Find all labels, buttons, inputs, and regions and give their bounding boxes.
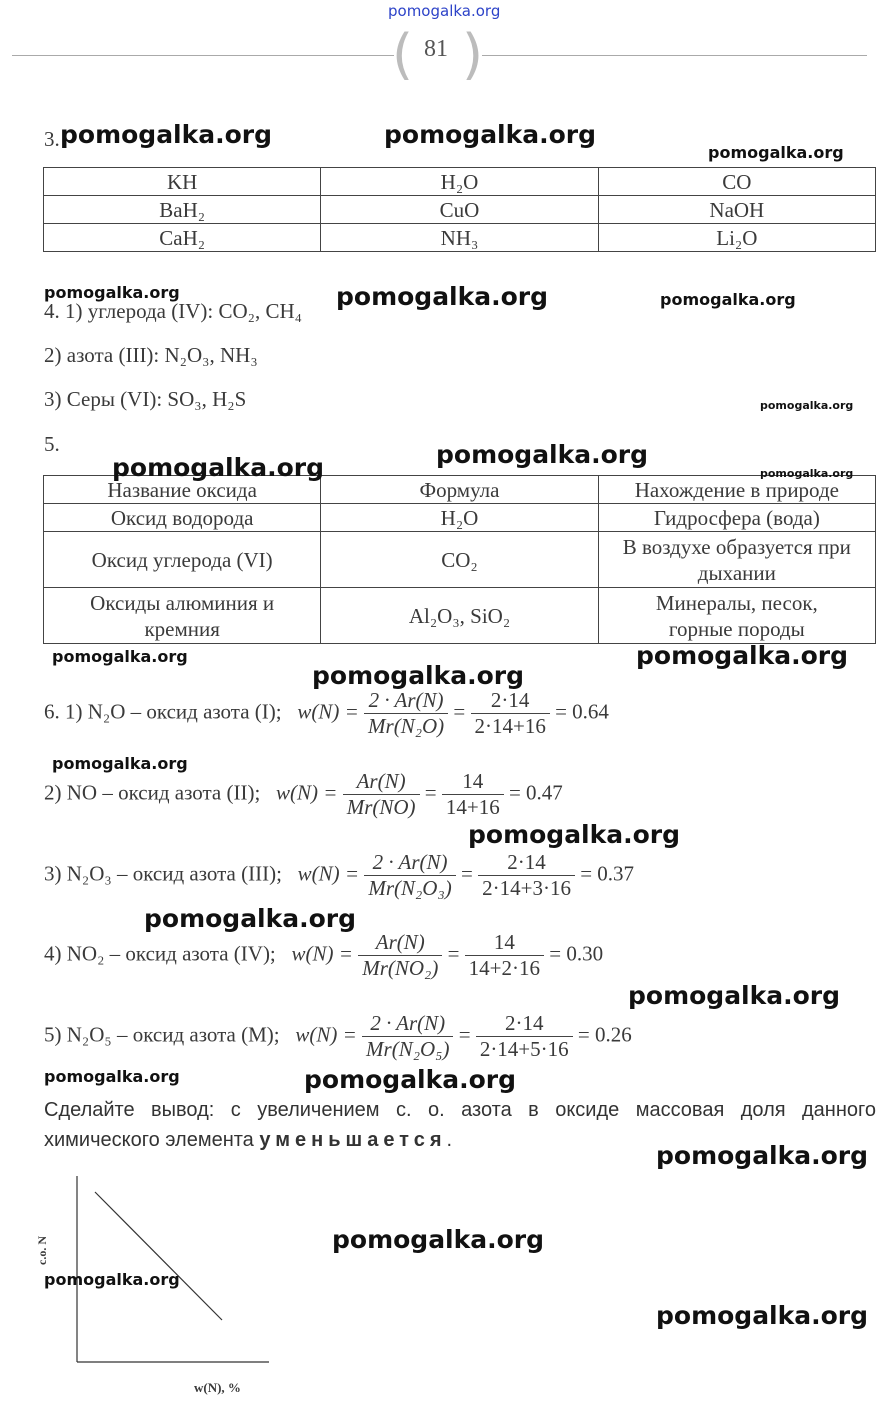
header-rule-left bbox=[12, 55, 394, 56]
formula-lhs: w(N) = bbox=[276, 780, 338, 805]
column-header: Название оксида bbox=[44, 476, 321, 504]
table-cell: H₂O bbox=[321, 504, 598, 532]
formula-numerator: 2 · Ar(N) bbox=[370, 1011, 446, 1035]
formula-label: 4) NO₂ – оксид азота (IV); bbox=[44, 941, 276, 966]
task4-line3: 3) Серы (VI): SO₃, H₂S bbox=[44, 387, 247, 411]
formula-numerator: 2 · Ar(N) bbox=[368, 688, 444, 712]
conclusion-emphasis: уменьшается bbox=[259, 1129, 447, 1151]
table-cell: Оксид водорода bbox=[44, 504, 321, 532]
formula-denominator: Mr(NO₂) bbox=[358, 955, 442, 981]
watermark: pomogalka.org bbox=[760, 399, 854, 412]
task5-table bbox=[43, 475, 876, 644]
watermark: pomogalka.org bbox=[44, 1067, 180, 1086]
table-cell: В воздухе образуется при дыхании bbox=[598, 532, 875, 588]
table-row bbox=[44, 588, 876, 644]
watermark: pomogalka.org bbox=[52, 647, 188, 666]
graph-trend-line bbox=[95, 1192, 222, 1320]
formula-denominator: Mr(N₂O) bbox=[364, 713, 448, 739]
task4-line2: 2) азота (III): N₂O₃, NH₃ bbox=[44, 343, 258, 367]
conclusion-text: Сделайте вывод: с увеличением с. о. азота в оксиде массовая доля данного химического элемента bbox=[44, 1099, 876, 1151]
watermark: pomogalka.org bbox=[760, 467, 854, 480]
formula-result: = 0.26 bbox=[577, 1022, 632, 1047]
formula-denominator: 14+2·16 bbox=[465, 955, 544, 981]
formula-result: = 0.47 bbox=[508, 780, 563, 805]
table-cell: KH bbox=[44, 168, 321, 196]
formula-denominator: 2·14+5·16 bbox=[476, 1036, 573, 1062]
formula-numerator: 2·14 bbox=[504, 1011, 544, 1035]
column-header: Нахождение в природе bbox=[598, 476, 875, 504]
formula-row-1: 6. 1) N₂O – оксид азота (I); w(N) = $\frac{2 \cdot Ar(N)}{\text{Mr(N₂O)}}$ = $\frac{2\cdot 14}{2\cdot 14+16}$ = 0.64 bbox=[44, 688, 609, 738]
page-bracket-right: ) bbox=[462, 23, 484, 86]
table-row bbox=[44, 532, 876, 588]
watermark: pomogalka.org bbox=[628, 981, 841, 1010]
table-cell: CaH₂ bbox=[44, 224, 321, 252]
watermark: pomogalka.org bbox=[708, 143, 844, 162]
graph-ylabel: с.о. N bbox=[35, 1236, 49, 1265]
table-cell: Минералы, песок, горные породы bbox=[598, 588, 875, 644]
formula-lhs: w(N) = bbox=[295, 1022, 357, 1047]
watermark: pomogalka.org bbox=[336, 282, 549, 311]
task5-label: 5. bbox=[44, 432, 60, 456]
formula-numerator: 14 bbox=[462, 769, 484, 793]
table-cell: BaH₂ bbox=[44, 196, 321, 224]
watermark: pomogalka.org bbox=[636, 641, 849, 670]
watermark: pomogalka.org bbox=[468, 820, 681, 849]
formula-lhs: w(N) = bbox=[297, 861, 360, 886]
formula-numerator: 2 · Ar(N) bbox=[372, 850, 448, 874]
table-cell: Al₂O₃, SiO₂ bbox=[321, 588, 598, 644]
table-cell: NH₃ bbox=[321, 224, 598, 252]
watermark: pomogalka.org bbox=[44, 283, 180, 302]
formula-denominator: 2·14+3·16 bbox=[478, 875, 575, 901]
page-bracket-left: ( bbox=[392, 23, 414, 86]
watermark: pomogalka.org bbox=[660, 290, 796, 309]
table-row bbox=[44, 196, 876, 224]
table-row bbox=[44, 168, 876, 196]
watermark: pomogalka.org bbox=[52, 754, 188, 773]
formula-denominator: 14+16 bbox=[442, 794, 504, 820]
header-rule-right bbox=[482, 55, 867, 56]
table-cell: CO bbox=[598, 168, 875, 196]
table-cell: Оксид углерода (VI) bbox=[44, 532, 321, 588]
table-cell: NaOH bbox=[598, 196, 875, 224]
conclusion-end: . bbox=[446, 1129, 453, 1151]
formula-row-5: 5) N₂O₅ – оксид азота (M); w(N) = $\frac{2 \cdot Ar(N)}{\text{Mr(N₂O₅)}}$ = $\frac{2\cdot 14}{2\cdot 14+5\cdot 16}$ = 0.26 bbox=[44, 1011, 632, 1061]
page-number: 81 bbox=[424, 36, 448, 62]
table-row bbox=[44, 504, 876, 532]
table-cell: Оксиды алюминия и кремния bbox=[44, 588, 321, 644]
formula-row-3: 3) N₂O₃ – оксид азота (III); w(N) = $\frac{2 \cdot Ar(N)}{\text{Mr(N₂O₃)}}$ = $\frac{2\cdot 14}{2\cdot 14+3\cdot 16}$ = 0.37 bbox=[44, 850, 635, 900]
table-cell: CO₂ bbox=[321, 532, 598, 588]
table-cell: Li₂O bbox=[598, 224, 875, 252]
formula-row-4: 4) NO₂ – оксид азота (IV); w(N) = $\frac{Ar(N)}{\text{Mr(NO₂)}}$ = $\frac{14}{14+2\cdot 16}$ = 0.30 bbox=[44, 930, 604, 980]
formula-numerator: Ar(N) bbox=[356, 769, 406, 793]
formula-denominator: Mr(N₂O₅) bbox=[362, 1036, 453, 1062]
watermark: pomogalka.org bbox=[44, 1270, 180, 1289]
watermark: pomogalka.org bbox=[312, 661, 525, 690]
watermark: pomogalka.org bbox=[656, 1301, 869, 1330]
watermark: pomogalka.org bbox=[112, 453, 325, 482]
formula-numerator: 14 bbox=[493, 930, 515, 954]
watermark: pomogalka.org bbox=[436, 440, 649, 469]
formula-result: = 0.64 bbox=[555, 699, 609, 724]
formula-label: 3) N₂O₃ – оксид азота (III); bbox=[44, 861, 282, 886]
formula-lhs: w(N) = bbox=[291, 941, 353, 966]
task3-table bbox=[43, 167, 876, 252]
formula-row-2: 2) NO – оксид азота (II); w(N) = $\frac{Ar(N)}{Mr(NO)}$ = $\frac{14}{14+16}$ = 0.47 bbox=[44, 769, 563, 819]
formula-numerator: Ar(N) bbox=[375, 930, 425, 954]
formula-numerator: 2·14 bbox=[507, 850, 546, 874]
formula-numerator: 2·14 bbox=[490, 688, 530, 712]
formula-label: 5) N₂O₅ – оксид азота (M); bbox=[44, 1022, 280, 1047]
formula-result: = 0.30 bbox=[549, 941, 604, 966]
formula-denominator: Mr(NO) bbox=[343, 794, 420, 820]
table-row bbox=[44, 224, 876, 252]
formula-label: 6. 1) N₂O – оксид азота (I); bbox=[44, 699, 282, 724]
formula-result: = 0.37 bbox=[580, 861, 635, 886]
formula-lhs: w(N) = bbox=[297, 699, 359, 724]
column-header: Формула bbox=[321, 476, 598, 504]
watermark: pomogalka.org bbox=[144, 904, 357, 933]
watermark: pomogalka.org bbox=[332, 1225, 545, 1254]
table-cell: Гидросфера (вода) bbox=[598, 504, 875, 532]
formula-label: 2) NO – оксид азота (II); bbox=[44, 780, 261, 805]
watermark: pomogalka.org bbox=[384, 120, 597, 149]
task3-label: 3. bbox=[44, 127, 60, 151]
watermark: pomogalka.org bbox=[656, 1141, 869, 1170]
formula-denominator: Mr(N₂O₃) bbox=[364, 875, 455, 901]
formula-denominator: 2·14+16 bbox=[471, 713, 550, 739]
header-watermark: pomogalka.org bbox=[388, 2, 501, 20]
table-cell: H₂O bbox=[321, 168, 598, 196]
watermark: pomogalka.org bbox=[304, 1065, 517, 1094]
table-cell: CuO bbox=[321, 196, 598, 224]
watermark: pomogalka.org bbox=[60, 120, 273, 149]
task4-line1: 4. 1) углерода (IV): CO₂, CH₄ bbox=[44, 299, 302, 323]
graph-xlabel: w(N), % bbox=[194, 1380, 241, 1395]
